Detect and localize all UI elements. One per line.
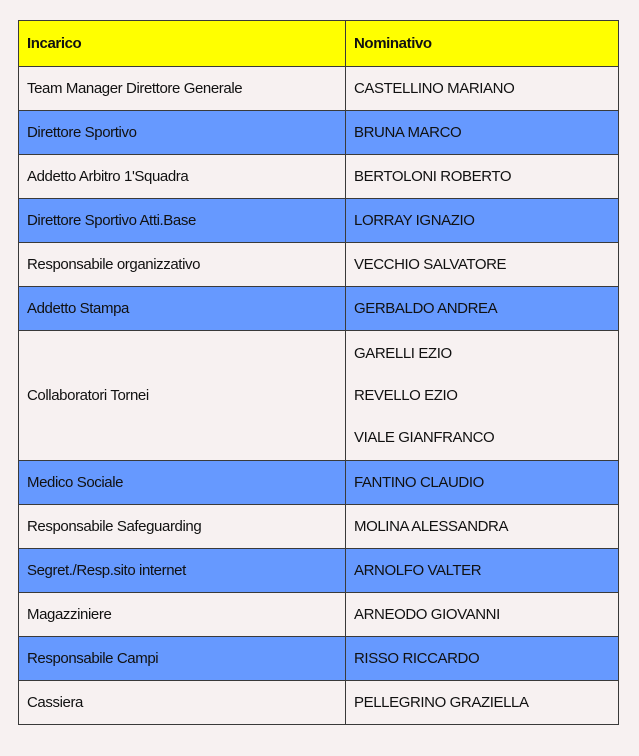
role-cell: Responsabile organizzativo — [19, 243, 346, 287]
name-cell: GERBALDO ANDREA — [346, 287, 619, 331]
name-cell: LORRAY IGNAZIO — [346, 199, 619, 243]
role-cell: Segret./Resp.sito internet — [19, 549, 346, 593]
table-row — [19, 67, 619, 111]
name-cell: RISSO RICCARDO — [346, 637, 619, 681]
table-row — [19, 593, 619, 637]
name-cell: VECCHIO SALVATORE — [346, 243, 619, 287]
name-cell: ARNEODO GIOVANNI — [346, 593, 619, 637]
role-cell: Responsabile Campi — [19, 637, 346, 681]
staff-table — [18, 20, 619, 725]
header-name: Nominativo — [346, 21, 619, 67]
role-cell: Direttore Sportivo Atti.Base — [19, 199, 346, 243]
role-cell: Medico Sociale — [19, 461, 346, 505]
name-cell: MOLINA ALESSANDRA — [346, 505, 619, 549]
role-cell: Magazziniere — [19, 593, 346, 637]
name-cell: FANTINO CLAUDIO — [346, 461, 619, 505]
table-row — [19, 331, 619, 461]
role-cell: Addetto Stampa — [19, 287, 346, 331]
role-cell: Collaboratori Tornei — [19, 331, 346, 461]
name-cell: PELLEGRINO GRAZIELLA — [346, 681, 619, 725]
name-cell-multi — [346, 331, 619, 461]
table-row — [19, 505, 619, 549]
table-row — [19, 287, 619, 331]
name-cell: CASTELLINO MARIANO — [346, 67, 619, 111]
name-line: VIALE GIANFRANCO — [354, 428, 495, 446]
role-cell: Direttore Sportivo — [19, 111, 346, 155]
name-line: REVELLO EZIO — [354, 386, 458, 404]
name-cell: BERTOLONI ROBERTO — [346, 155, 619, 199]
name-cell: BRUNA MARCO — [346, 111, 619, 155]
table-row — [19, 637, 619, 681]
role-cell: Responsabile Safeguarding — [19, 505, 346, 549]
role-cell: Addetto Arbitro 1'Squadra — [19, 155, 346, 199]
header-role: Incarico — [19, 21, 346, 67]
table-header-row — [19, 21, 619, 67]
name-cell: ARNOLFO VALTER — [346, 549, 619, 593]
name-line: GARELLI EZIO — [354, 344, 452, 362]
role-cell: Cassiera — [19, 681, 346, 725]
role-cell: Team Manager Direttore Generale — [19, 67, 346, 111]
table-row — [19, 155, 619, 199]
table-row — [19, 681, 619, 725]
table-row — [19, 549, 619, 593]
table-row — [19, 461, 619, 505]
table-row — [19, 199, 619, 243]
table-row — [19, 111, 619, 155]
table-row — [19, 243, 619, 287]
